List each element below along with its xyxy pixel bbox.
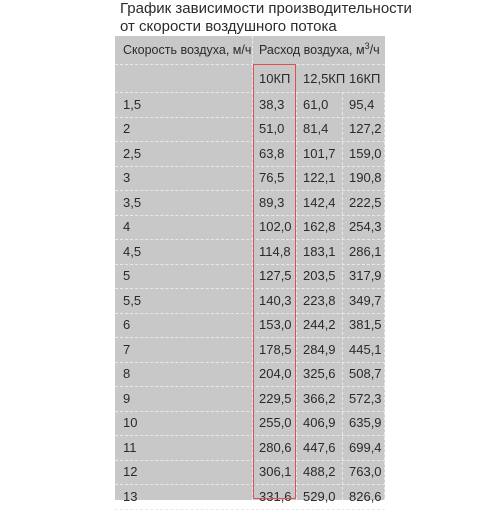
airflow-table xyxy=(115,36,385,504)
flow-12-5kp-cell: 81,4 xyxy=(303,121,329,137)
table-row xyxy=(115,484,385,509)
table-row xyxy=(115,190,385,215)
flow-16kp-cell: 222,5 xyxy=(349,194,382,210)
flow-10kp-cell: 51,0 xyxy=(259,121,285,137)
speed-cell: 12 xyxy=(123,464,138,480)
flow-header-text: Расход воздуха, м xyxy=(259,43,365,57)
subheader-10kp: 10КП xyxy=(259,70,291,86)
flow-16kp-cell: 826,6 xyxy=(349,488,382,504)
flow-12-5kp-cell: 61,0 xyxy=(303,96,329,112)
table-row xyxy=(115,92,385,117)
flow-column-header xyxy=(255,36,385,64)
table-row xyxy=(115,435,385,460)
subheader-row xyxy=(115,64,385,92)
flow-16kp-cell: 190,8 xyxy=(349,170,382,186)
flow-12-5kp-cell: 162,8 xyxy=(303,219,336,235)
flow-12-5kp-cell: 447,6 xyxy=(303,439,336,455)
grid-line-vertical xyxy=(252,36,253,92)
flow-10kp-cell: 153,0 xyxy=(259,317,292,333)
flow-16kp-cell: 445,1 xyxy=(349,341,382,357)
flow-10kp-cell: 331,6 xyxy=(259,488,292,504)
table-row xyxy=(115,264,385,289)
flow-10kp-cell: 255,0 xyxy=(259,415,292,431)
speed-cell: 10 xyxy=(123,415,138,431)
speed-cell: 6 xyxy=(123,317,131,333)
flow-10kp-cell: 63,8 xyxy=(259,145,285,161)
table-row xyxy=(115,337,385,362)
table-row xyxy=(115,141,385,166)
flow-10kp-cell: 76,5 xyxy=(259,170,285,186)
speed-cell: 13 xyxy=(123,488,138,504)
speed-cell: 5 xyxy=(123,268,131,284)
flow-10kp-cell: 280,6 xyxy=(259,439,292,455)
flow-16kp-cell: 699,4 xyxy=(349,439,382,455)
speed-cell: 9 xyxy=(123,390,131,406)
speed-cell: 7 xyxy=(123,341,131,357)
title-line-2: от скорости воздушного потока xyxy=(120,18,337,35)
flow-16kp-cell: 286,1 xyxy=(349,243,382,259)
flow-12-5kp-cell: 101,7 xyxy=(303,145,336,161)
speed-cell: 3,5 xyxy=(123,194,142,210)
speed-cell: 5,5 xyxy=(123,292,142,308)
flow-16kp-cell: 635,9 xyxy=(349,415,382,431)
flow-10kp-cell: 229,5 xyxy=(259,390,292,406)
table-row xyxy=(115,313,385,338)
table-row xyxy=(115,362,385,387)
flow-10kp-cell: 89,3 xyxy=(259,194,285,210)
grid-line-horizontal xyxy=(115,64,385,65)
flow-10kp-cell: 178,5 xyxy=(259,341,292,357)
speed-cell: 1,5 xyxy=(123,96,142,112)
flow-16kp-cell: 95,4 xyxy=(349,96,375,112)
subheader-empty xyxy=(115,64,252,92)
flow-16kp-cell: 159,0 xyxy=(349,145,382,161)
title-line-1: График зависимости производительности xyxy=(120,0,412,17)
flow-12-5kp-cell: 325,6 xyxy=(303,366,336,382)
flow-12-5kp-cell: 142,4 xyxy=(303,194,336,210)
flow-10kp-cell: 140,3 xyxy=(259,292,292,308)
flow-12-5kp-cell: 488,2 xyxy=(303,464,336,480)
grid-line-horizontal xyxy=(115,509,385,510)
flow-12-5kp-cell: 223,8 xyxy=(303,292,336,308)
flow-16kp-cell: 317,9 xyxy=(349,268,382,284)
flow-12-5kp-cell: 529,0 xyxy=(303,488,336,504)
flow-12-5kp-cell: 366,2 xyxy=(303,390,336,406)
flow-10kp-cell: 114,8 xyxy=(259,243,291,259)
table-row xyxy=(115,411,385,436)
flow-header-suffix: /ч xyxy=(369,43,380,57)
flow-10kp-cell: 38,3 xyxy=(259,96,285,112)
table-row xyxy=(115,288,385,313)
flow-10kp-cell: 127,5 xyxy=(259,268,292,284)
flow-12-5kp-cell: 122,1 xyxy=(303,170,336,186)
flow-16kp-cell: 763,0 xyxy=(349,464,382,480)
flow-16kp-cell: 508,7 xyxy=(349,366,382,382)
flow-16kp-cell: 349,7 xyxy=(349,292,382,308)
flow-12-5kp-cell: 203,5 xyxy=(303,268,336,284)
speed-cell: 2,5 xyxy=(123,145,142,161)
flow-10kp-cell: 204,0 xyxy=(259,366,292,382)
table-row xyxy=(115,386,385,411)
table-row xyxy=(115,166,385,191)
table-row xyxy=(115,215,385,240)
speed-cell: 8 xyxy=(123,366,131,382)
flow-12-5kp-cell: 284,9 xyxy=(303,341,336,357)
flow-12-5kp-cell: 183,1 xyxy=(303,243,336,259)
table-row xyxy=(115,460,385,485)
speed-cell: 11 xyxy=(123,439,137,455)
flow-16kp-cell: 254,3 xyxy=(349,219,382,235)
table-row xyxy=(115,239,385,264)
flow-12-5kp-cell: 406,9 xyxy=(303,415,336,431)
flow-16kp-cell: 572,3 xyxy=(349,390,382,406)
subheader-16kp: 16КП xyxy=(349,70,381,86)
table-row xyxy=(115,117,385,142)
flow-16kp-cell: 127,2 xyxy=(349,121,382,137)
speed-column-header: Скорость воздуха, м/ч xyxy=(123,43,252,57)
flow-10kp-cell: 306,1 xyxy=(259,464,292,480)
page-title xyxy=(120,0,412,36)
speed-cell: 3 xyxy=(123,170,131,186)
flow-12-5kp-cell: 244,2 xyxy=(303,317,336,333)
flow-header-sup: 3 xyxy=(364,41,370,51)
flow-10kp-cell: 102,0 xyxy=(259,219,292,235)
header-row xyxy=(115,36,385,64)
flow-16kp-cell: 381,5 xyxy=(349,317,382,333)
speed-cell: 4 xyxy=(123,219,131,235)
subheader-12-5kp: 12,5КП xyxy=(303,70,346,86)
speed-cell: 4,5 xyxy=(123,243,142,259)
speed-cell: 2 xyxy=(123,121,131,137)
